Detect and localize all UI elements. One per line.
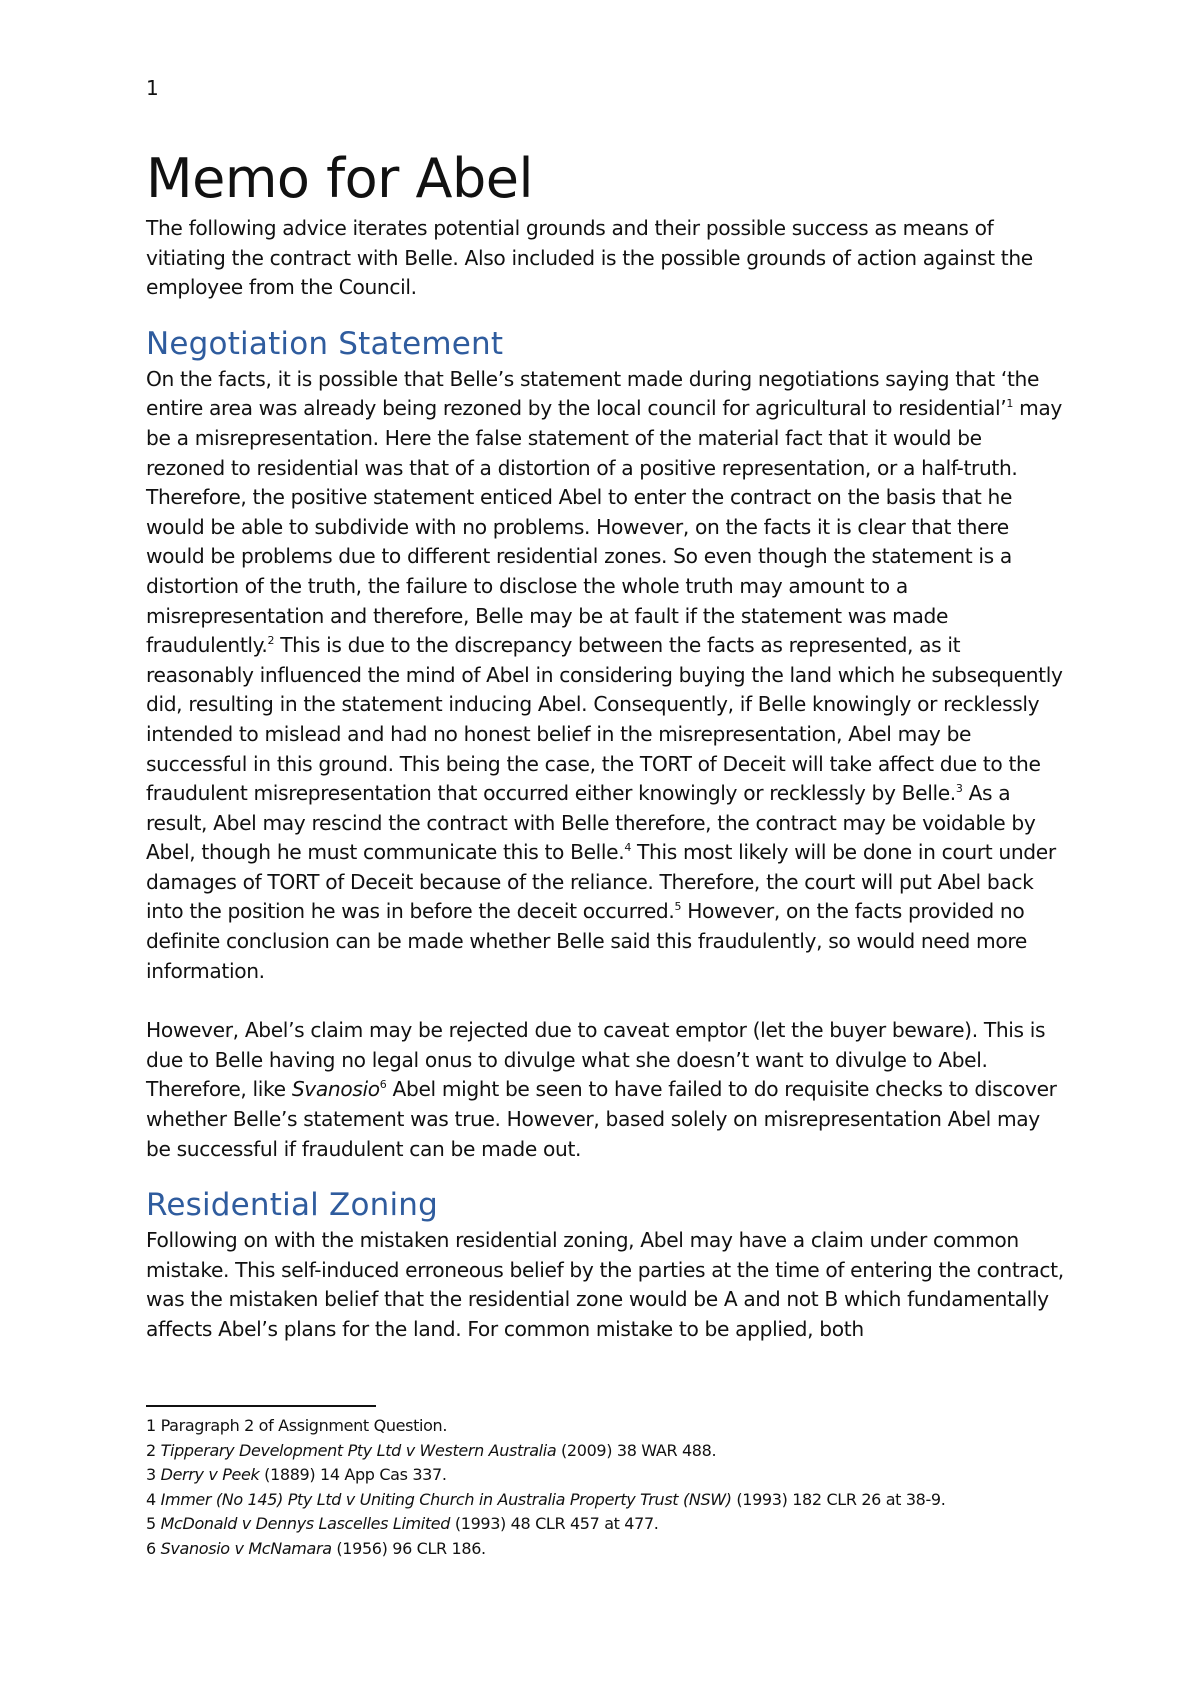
footnote-text: (1993) 48 CLR 457 at 477. (450, 1514, 659, 1533)
footnote-6 (146, 1537, 1066, 1562)
footnote-text: (1993) 182 CLR 26 at 38-9. (731, 1489, 946, 1509)
footnote-text: (2009) 38 WAR 488. (556, 1440, 717, 1460)
intro-paragraph: The following advice iterates potential grounds and their possible success as means of vitiating the contract with Belle. Also included is the possible grounds of action against the employee from the Council. (146, 216, 1033, 300)
heading-residential-zoning: Residential Zoning (146, 1187, 438, 1224)
footnote-separator (146, 1405, 376, 1407)
footnote-ref-2[interactable]: 2 (267, 634, 275, 648)
page-title: Memo for Abel (146, 147, 533, 210)
case-name-svanosio: Svanosio (291, 1077, 380, 1102)
footnote-number: 4 (146, 1489, 156, 1509)
footnote-ref-5[interactable]: 5 (674, 900, 682, 914)
footnote-1 (146, 1414, 1066, 1439)
footnote-ref-6[interactable]: 6 (379, 1078, 387, 1092)
footnote-number: 3 (146, 1465, 156, 1484)
footnote-case-name: Derry v Peek (160, 1465, 260, 1484)
text-run: This is due to the discrepancy between the facts as represented, as it reasonably influenced the mind of Abel in considering buying the land which he subsequently did, resulting in the statement inducing Abel. Consequently, if Belle knowingly or recklessly intended to mislead and had no honest belief in the misrepresentation, Abel may be successful in this ground. This being the case, the TORT of Deceit will take affect due to the fraudulent misrepresentation that occurred either knowingly or recklessly by Belle. (146, 633, 1063, 806)
residential-paragraph-1: Following on with the mistaken residential zoning, Abel may have a claim under common mistake. This self-induced erroneous belief by the parties at the time of entering the contract, was the mistaken belief that the residential zone would be A and not B which fundamentally affects Abel’s plans for the land. For common mistake to be applied, both (146, 1228, 1064, 1341)
heading-negotiation-statement: Negotiation Statement (146, 325, 504, 362)
memo-body (146, 148, 1066, 1345)
footnote-case-name: Svanosio v McNamara (160, 1538, 332, 1558)
footnote-text: (1956) 96 CLR 186. (331, 1538, 486, 1558)
footnote-case-name: Immer (No 145) Pty Ltd v Uniting Church in Australia Property Trust (NSW) (160, 1489, 732, 1509)
text-run: As a result, Abel may rescind the contract with Belle therefore, the contract may be voidable by Abel, though he must communicate this to Belle. (146, 781, 1036, 865)
page-number: 1 (146, 76, 159, 100)
footnote-case-name: Tipperary Development Pty Ltd v Western Australia (160, 1440, 557, 1460)
footnotes (146, 1414, 1066, 1561)
footnote-2 (146, 1439, 1066, 1464)
text-run: This most likely will be done in court under damages of TORT of Deceit because of the reliance. Therefore, the court will put Abel back into the position he was in before the deceit occurred. (146, 840, 1056, 924)
text-run: Abel might be seen to have failed to do requisite checks to discover whether Belle’s statement was true. However, based solely on misrepresentation Abel may be successful if fraudulent can be made out. (146, 1077, 1057, 1161)
footnote-number: 2 (146, 1440, 156, 1460)
negotiation-paragraph-2 (146, 1016, 1066, 1164)
footnote-text: (1889) 14 App Cas 337. (259, 1465, 447, 1484)
negotiation-paragraph-1 (146, 365, 1066, 986)
text-run: However, Abel’s claim may be rejected due to caveat emptor (let the buyer beware). This is due to Belle having no legal onus to divulge what she doesn’t want to divulge to Abel. Therefore, like (146, 1018, 1046, 1102)
footnote-ref-3[interactable]: 3 (955, 782, 963, 796)
footnote-3 (146, 1463, 1066, 1488)
footnote-ref-1[interactable]: 1 (1006, 397, 1013, 411)
text-run: may be a misrepresentation. Here the false statement of the material fact that it would be rezoned to residential was that of a distortion of a positive representation, or a half-truth. Therefore, the positive statement enticed Abel to enter the contract on the basis that he would be able to subdivide with no problems. However, on the facts it is clear that there would be problems due to different residential zones. So even though the statement is a distortion of the truth, the failure to disclose the whole truth may amount to a misrepresentation and therefore, Belle may be at fault if the statement was made fraudulently. (146, 396, 1062, 658)
text-run: On the facts, it is possible that Belle’s statement made during negotiations saying that ‘the entire area was already being rezoned by the local council for agricultural to residential’ (146, 366, 1040, 421)
footnote-4 (146, 1488, 1066, 1513)
footnote-number: 5 (146, 1514, 156, 1533)
footnote-case-name: McDonald v Dennys Lascelles Limited (160, 1514, 451, 1533)
text-run: However, on the facts provided no definite conclusion can be made whether Belle said this fraudulently, so would need more information. (146, 899, 1027, 983)
footnote-text: Paragraph 2 of Assignment Question. (155, 1416, 448, 1435)
footnote-ref-4[interactable]: 4 (624, 841, 631, 855)
footnote-number: 1 (146, 1416, 156, 1435)
footnote-number: 6 (146, 1538, 156, 1558)
footnote-5 (146, 1512, 1066, 1537)
